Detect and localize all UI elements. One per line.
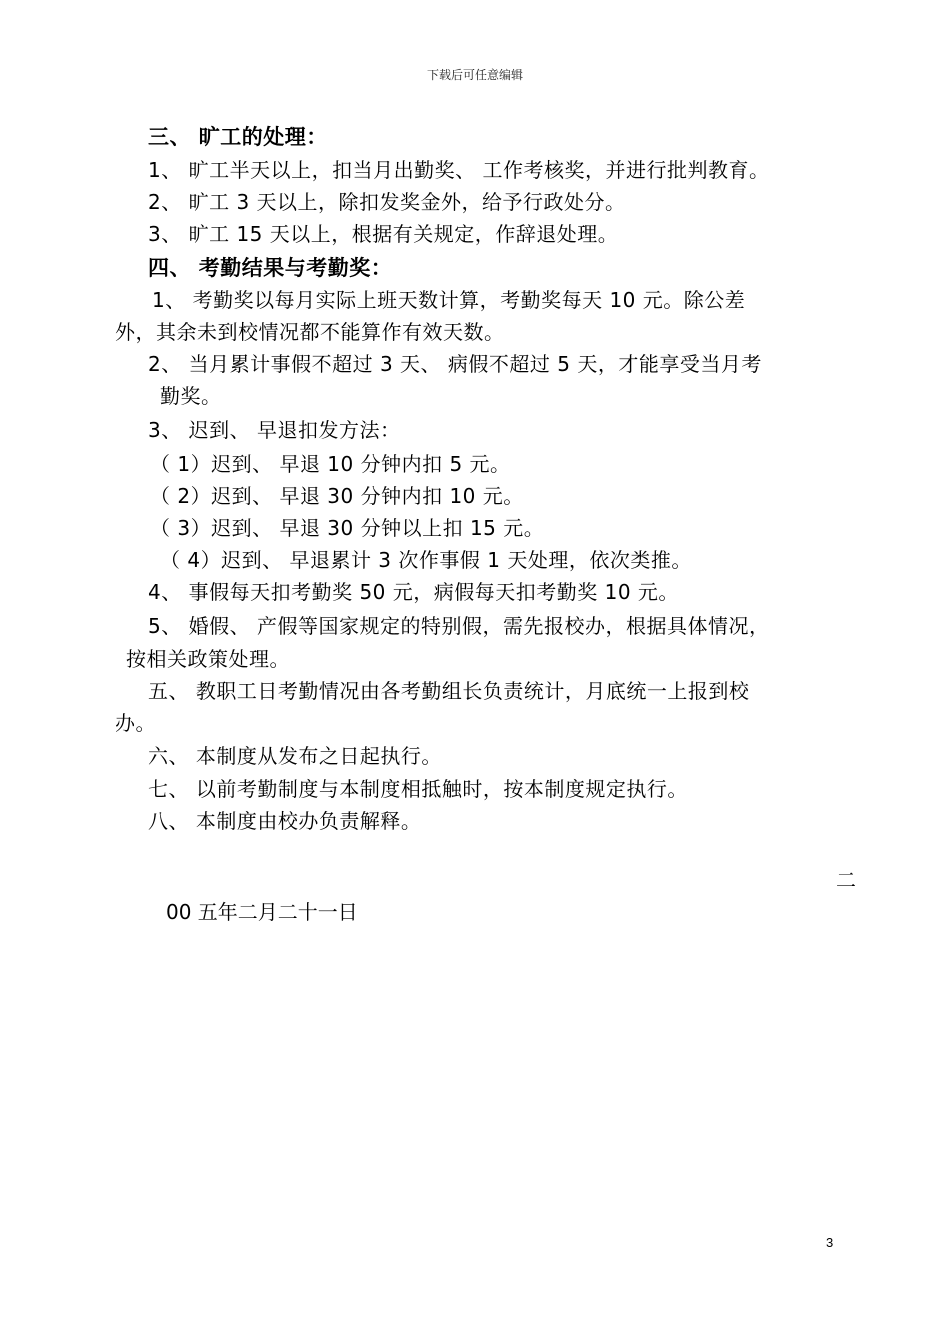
- section-7: 七、 以前考勤制度与本制度相抵触时，按本制度规定执行。: [148, 777, 688, 801]
- section-4-item-4: 4、 事假每天扣考勤奖 50 元，病假每天扣考勤奖 10 元。: [148, 580, 679, 604]
- section-4-item-5-line-2: 按相关政策处理。: [126, 647, 290, 671]
- section-3-heading: 三、 旷工的处理：: [148, 125, 328, 149]
- section-4-item-1-line-1: 1、 考勤奖以每月实际上班天数计算，考勤奖每天 10 元。除公差: [152, 288, 746, 312]
- section-5-line-2: 办。: [115, 711, 156, 735]
- date-mark: 二: [836, 868, 856, 892]
- section-4-item-3: 3、 迟到、 早退扣发方法：: [148, 418, 401, 442]
- section-6: 六、 本制度从发布之日起执行。: [148, 744, 442, 768]
- section-4-item-2-line-2: 勤奖。: [160, 384, 222, 408]
- section-3-item-1: 1、 旷工半天以上，扣当月出勤奖、 工作考核奖，并进行批判教育。: [148, 158, 770, 182]
- date-line: 00 五年二月二十一日: [166, 900, 358, 924]
- header-note: 下载后可任意编辑: [426, 68, 523, 82]
- section-8: 八、 本制度由校办负责解释。: [148, 809, 422, 833]
- section-4-item-1-line-2: 外，其余未到校情况都不能算作有效天数。: [115, 320, 505, 344]
- section-3-item-3: 3、 旷工 15 天以上，根据有关规定，作辞退处理。: [148, 222, 619, 246]
- section-3-item-2: 2、 旷工 3 天以上，除扣发奖金外，给予行政处分。: [148, 190, 626, 214]
- section-4-item-3-sub-1: （ 1）迟到、 早退 10 分钟内扣 5 元。: [150, 452, 511, 476]
- section-4-item-3-sub-2: （ 2）迟到、 早退 30 分钟内扣 10 元。: [150, 484, 524, 508]
- page-number: 3: [826, 1235, 834, 1250]
- section-5-line-1: 五、 教职工日考勤情况由各考勤组长负责统计，月底统一上报到校: [148, 679, 750, 703]
- section-4-heading: 四、 考勤结果与考勤奖：: [148, 256, 393, 280]
- section-4-item-2-line-1: 2、 当月累计事假不超过 3 天、 病假不超过 5 天，才能享受当月考: [148, 352, 762, 376]
- section-4-item-3-sub-3: （ 3）迟到、 早退 30 分钟以上扣 15 元。: [150, 516, 545, 540]
- section-4-item-3-sub-4: （ 4）迟到、 早退累计 3 次作事假 1 天处理，依次类推。: [160, 548, 692, 572]
- section-4-item-5-line-1: 5、 婚假、 产假等国家规定的特别假，需先报校办，根据具体情况，: [148, 614, 770, 638]
